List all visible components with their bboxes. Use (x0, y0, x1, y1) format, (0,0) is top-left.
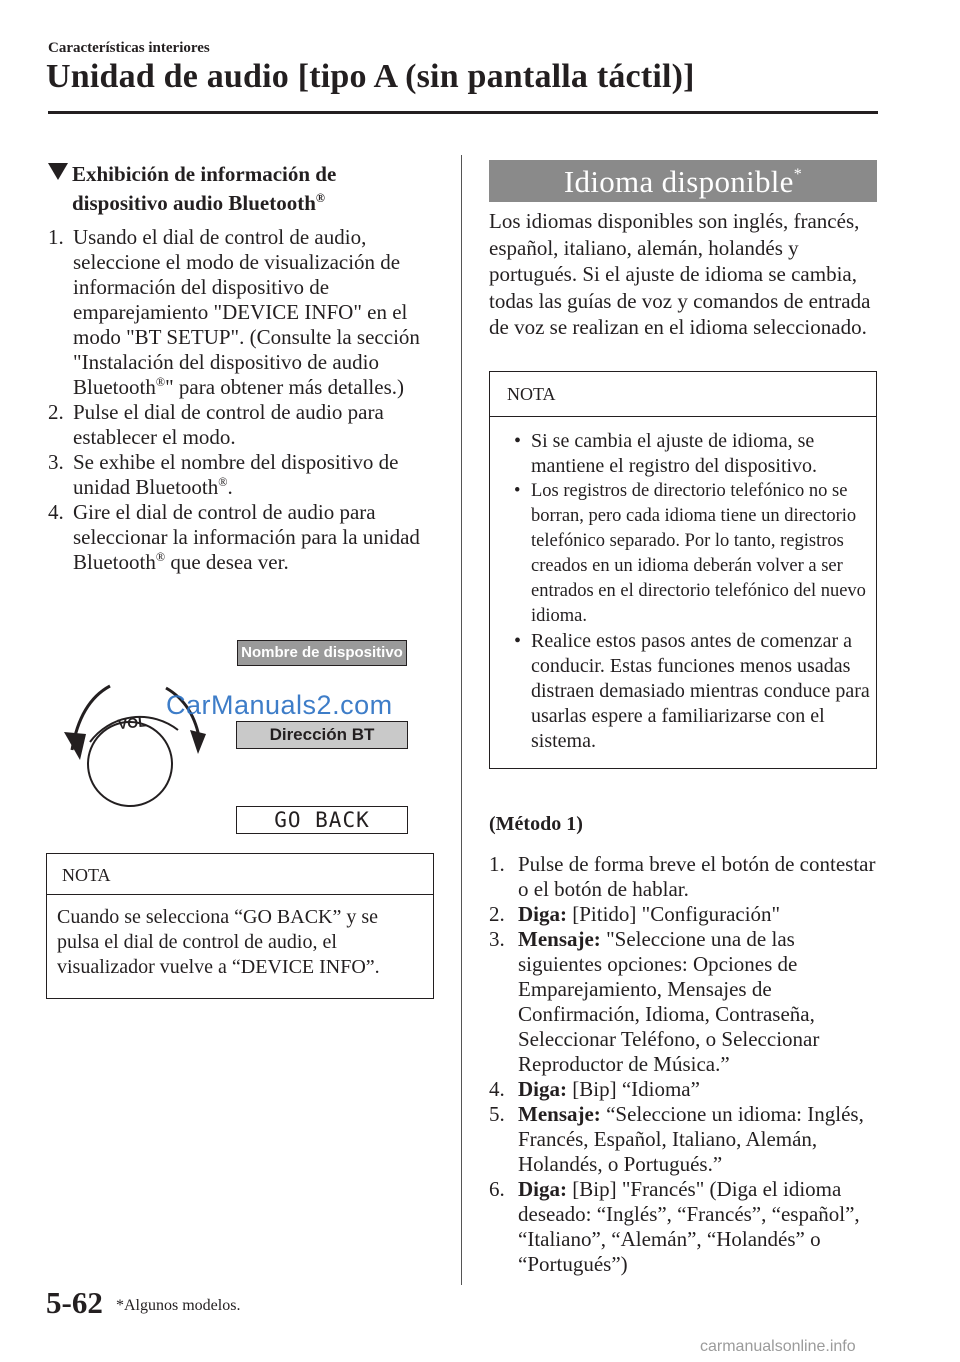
heading-line-1: Exhibición de información de (72, 162, 337, 186)
watermark: CarManuals2.com (166, 690, 393, 720)
step-keyword: Diga: (518, 1077, 567, 1101)
registered-mark: ® (218, 475, 228, 489)
step-text-tail: que desea ver. (165, 550, 289, 574)
registered-mark: ® (155, 550, 166, 564)
step-number: 5. (489, 1102, 505, 1126)
step-text: [Pitido] "Configuración" (572, 902, 781, 926)
banner-title: Idioma disponible (563, 164, 794, 199)
list-item (489, 927, 879, 1077)
note-box-right (489, 371, 877, 769)
step-text-tail: . (227, 475, 233, 499)
knob-inner-circle (88, 722, 172, 806)
note-title: NOTA (47, 854, 433, 895)
column-divider (461, 155, 462, 1285)
bullet: • (514, 630, 522, 652)
step-text: Pulse de forma breve el botón de contestar o el botón de hablar. (518, 852, 876, 901)
step-number: 4. (48, 500, 64, 524)
step-number: 6. (489, 1177, 505, 1201)
bullet: • (514, 481, 521, 501)
note-list (490, 417, 876, 754)
note-item-text: Los registros de directorio telefónico no se borran, pero cada idioma tiene un directorio telefónico separado. Por lo tanto, registros creados en un idioma deberán volver a ser entrados en el directorio telefónico del nuevo idioma. (531, 481, 866, 626)
list-item (489, 1102, 879, 1177)
bullet: • (514, 430, 522, 452)
step-number: 2. (48, 400, 64, 424)
header-rule (48, 111, 878, 114)
go-back-box (236, 806, 408, 834)
step-text: Usando el dial de control de audio, seleccione el modo de visualización de información del dispositivo de emparejamiento "DEVICE INFO" en el modo "BT SETUP". (Consulte la sección "Instalación del dispositivo de audio Bluetooth (73, 225, 420, 399)
list-item (48, 225, 458, 400)
note-title: NOTA (490, 372, 876, 417)
list-item (511, 629, 870, 754)
device-name-box: Nombre de dispositivo (237, 640, 407, 666)
note-box-left (46, 853, 434, 999)
list-item (489, 852, 879, 902)
knob-label: VOL (117, 713, 148, 733)
go-back-label: GO BACK (274, 808, 370, 832)
step-text: Se exhibe el nombre del dispositivo de unidad Bluetooth (73, 450, 399, 499)
step-text: “Seleccione un idioma: Inglés, Francés, Español, Italiano, Alemán, Holandés, o Portugués.” (518, 1102, 864, 1176)
list-item (48, 500, 458, 575)
step-keyword: Mensaje: (518, 927, 601, 951)
section-banner (489, 160, 877, 202)
footnote: *Algunos modelos. (116, 1297, 241, 1314)
triangle-bullet-icon (48, 163, 68, 180)
left-heading (48, 160, 448, 218)
step-text: "Seleccione una de las siguientes opciones: Opciones de Emparejamiento, Mensajes de Confirmación, Idioma, Contraseña, Seleccionar Teléfono, o Seleccionar Reproductor de Música.” (518, 927, 820, 1076)
list-item (511, 479, 870, 629)
step-keyword: Mensaje: (518, 1102, 601, 1126)
list-item (48, 400, 458, 450)
step-keyword: Diga: (518, 902, 567, 926)
section-title: Características interiores (48, 40, 210, 56)
step-text: Gire el dial de control de audio para seleccionar la información para la unidad Bluetooth (73, 500, 420, 574)
list-item (511, 429, 870, 479)
registered-mark: ® (155, 375, 166, 389)
page-number: 5-62 (46, 1285, 103, 1320)
left-arrow-head-icon (64, 732, 86, 760)
step-text-tail: " para obtener más detalles.) (165, 375, 404, 399)
site-watermark: carmanualsonline.info (700, 1338, 856, 1355)
right-arrow-head-icon (190, 730, 206, 754)
list-item (489, 1077, 879, 1102)
method-title: (Método 1) (489, 813, 583, 835)
step-number: 3. (48, 450, 64, 474)
note-item-text: Realice estos pasos antes de comenzar a conducir. Estas funciones menos usadas distraen demasiado mientras conduce para usarlas espere a familiarizarse con el sistema. (531, 630, 870, 752)
step-text: [Bip] “Idioma” (572, 1077, 700, 1101)
intro-paragraph: Los idiomas disponibles son inglés, francés, español, italiano, alemán, holandés y portugués. Si el ajuste de idioma se cambia, todas las guías de voz y comandos de entrada de voz se realizan en el idioma seleccionado. (489, 209, 871, 339)
language-steps (489, 852, 879, 1277)
note-item-text: Si se cambia el ajuste de idioma, se mantiene el registro del dispositivo. (531, 430, 818, 477)
step-number: 1. (48, 225, 64, 249)
asterisk-mark: * (793, 166, 803, 183)
heading-line-2: dispositivo audio Bluetooth (72, 191, 316, 215)
step-text: Pulse el dial de control de audio para establecer el modo. (73, 400, 384, 449)
step-number: 3. (489, 927, 505, 951)
page-title: Unidad de audio [tipo A (sin pantalla táctil)] (46, 58, 695, 95)
step-number: 2. (489, 902, 505, 926)
list-item (489, 902, 879, 927)
step-text: [Bip] "Francés" (Diga el idioma deseado: “Inglés”, “Francés”, “español”, “Italiano”, “Alemán”, “Holandés” o “Portugués”) (518, 1177, 860, 1276)
step-number: 1. (489, 852, 505, 876)
bt-address-box: Dirección BT (236, 721, 408, 749)
list-item (489, 1177, 879, 1277)
bt-info-steps (48, 225, 458, 575)
step-keyword: Diga: (518, 1177, 567, 1201)
registered-mark: ® (315, 191, 325, 205)
note-text: Cuando se selecciona “GO BACK” y se pulsa el dial de control de audio, el visualizador vuelve a “DEVICE INFO”. (57, 906, 380, 978)
list-item (48, 450, 458, 500)
step-number: 4. (489, 1077, 505, 1101)
